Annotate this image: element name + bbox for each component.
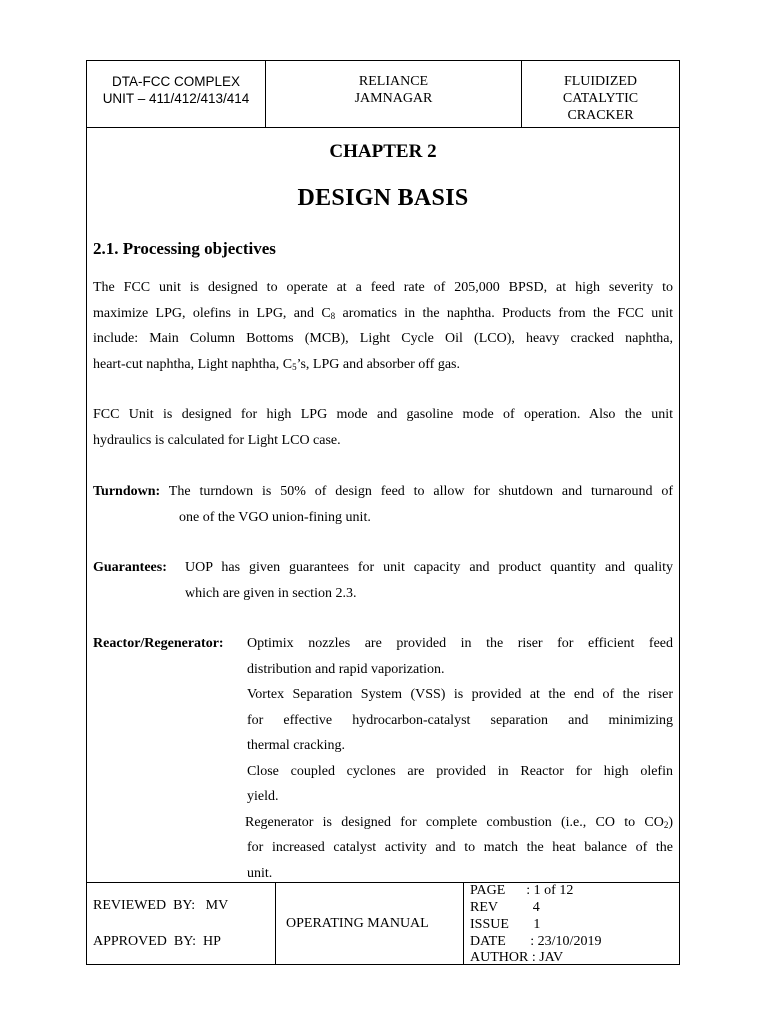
guarantees-label: Guarantees:	[93, 560, 167, 575]
header-unit-line2: UNIT – 411/412/413/414	[102, 91, 250, 106]
reactor-line8	[245, 810, 673, 836]
para1-line2	[93, 301, 673, 327]
guarantees-text: UOP has given guarantees for unit capacity and product quantity and quality	[185, 560, 673, 575]
guarantees-line2: which are given in section 2.3.	[185, 585, 357, 601]
footer-date: DATE : 23/10/2019	[470, 934, 602, 949]
footer-page: PAGE : 1 of 12	[470, 883, 574, 898]
header-process-cell	[522, 61, 679, 127]
header-company-line2: JAMNAGAR	[354, 91, 433, 106]
guarantees-line1	[93, 555, 673, 581]
document-header	[87, 61, 679, 128]
footer-approved-by: APPROVED BY: HP	[93, 934, 221, 949]
reactor-line4: for effective hydrocarbon-catalyst separation and minimizing	[247, 712, 673, 728]
footer-author: AUTHOR : JAV	[470, 950, 564, 965]
reactor-label-wrap	[93, 631, 253, 657]
para1-line3: include: Main Column Bottoms (MCB), Light Cycle Oil (LCO), heavy cracked naphtha,	[93, 331, 673, 346]
header-process-line1: FLUIDIZED	[563, 74, 638, 89]
para1-line4-text-a: heart-cut naphtha, Light naphtha, C	[93, 356, 293, 372]
footer-rev: REV 4	[470, 900, 540, 915]
header-company-cell	[266, 61, 522, 127]
paragraph-objectives	[93, 275, 673, 377]
page-frame	[86, 60, 680, 965]
para1-line1: The FCC unit is designed to operate at a feed rate of 205,000 BPSD, at high severity to	[93, 280, 673, 295]
header-unit-line1: DTA-FCC COMPLEX	[111, 74, 240, 89]
footer-manual-cell	[276, 883, 464, 965]
reactor-label: Reactor/Regenerator:	[93, 636, 224, 651]
paragraph-guarantees	[93, 555, 673, 606]
para1-line4-text-b: ’s, LPG and absorber off gas.	[296, 356, 460, 372]
para2-line2: hydraulics is calculated for Light LCO case.	[93, 432, 341, 448]
footer-issue: ISSUE 1	[470, 917, 541, 932]
reactor-line1: Optimix nozzles are provided in the riser for efficient feed	[247, 636, 673, 651]
reactor-subscript-co2: 2	[663, 819, 669, 830]
reactor-line5: thermal cracking.	[247, 738, 345, 753]
turndown-text: The turndown is 50% of design feed to allow for shutdown and turnaround of	[160, 484, 673, 499]
footer-reviewed-by: REVIEWED BY: MV	[93, 898, 229, 913]
turndown-label: Turndown:	[93, 484, 161, 499]
reactor-line8-text-b: )	[668, 814, 673, 830]
document-footer	[87, 882, 679, 965]
footer-meta-cell	[464, 883, 679, 965]
section-heading: 2.1. Processing objectives	[93, 239, 276, 258]
reactor-line10: unit.	[247, 865, 273, 881]
para1-line4	[93, 352, 673, 378]
reactor-line6: Close coupled cyclones are provided in Reactor for high olefin	[247, 763, 673, 779]
para2-line1: FCC Unit is designed for high LPG mode and gasoline mode of operation. Also the unit	[93, 407, 673, 422]
para1-subscript-c5: 5	[292, 361, 297, 372]
header-unit-cell	[87, 61, 266, 127]
turndown-line1	[93, 479, 673, 505]
header-company-line1: RELIANCE	[358, 74, 429, 89]
chapter-label: CHAPTER 2	[329, 141, 437, 162]
paragraph-turndown	[93, 479, 673, 530]
reactor-text-block	[247, 631, 673, 886]
reactor-line8-text-a: Regenerator is designed for complete combustion (i.e., CO to CO	[245, 814, 664, 830]
reactor-line9: for increased catalyst activity and to match the heat balance of the	[247, 840, 673, 855]
reactor-line3: Vortex Separation System (VSS) is provided at the end of the riser	[247, 687, 673, 702]
footer-approvals-cell	[87, 883, 276, 965]
para1-line2-text-b: aromatics in the naphtha. Products from the FCC unit	[335, 305, 673, 321]
para1-subscript-c8: 8	[330, 310, 336, 321]
header-process-line2: CATALYTIC	[562, 91, 639, 106]
reactor-line2: distribution and rapid vaporization.	[247, 661, 445, 677]
reactor-line7: yield.	[247, 789, 279, 804]
footer-manual-title: OPERATING MANUAL	[286, 916, 429, 931]
turndown-line2: one of the VGO union-fining unit.	[179, 509, 371, 525]
page-title: DESIGN BASIS	[297, 185, 469, 211]
paragraph-modes	[93, 402, 673, 453]
header-process-line3: CRACKER	[567, 108, 634, 123]
para1-line2-text-a: maximize LPG, olefins in LPG, and C	[93, 305, 331, 321]
